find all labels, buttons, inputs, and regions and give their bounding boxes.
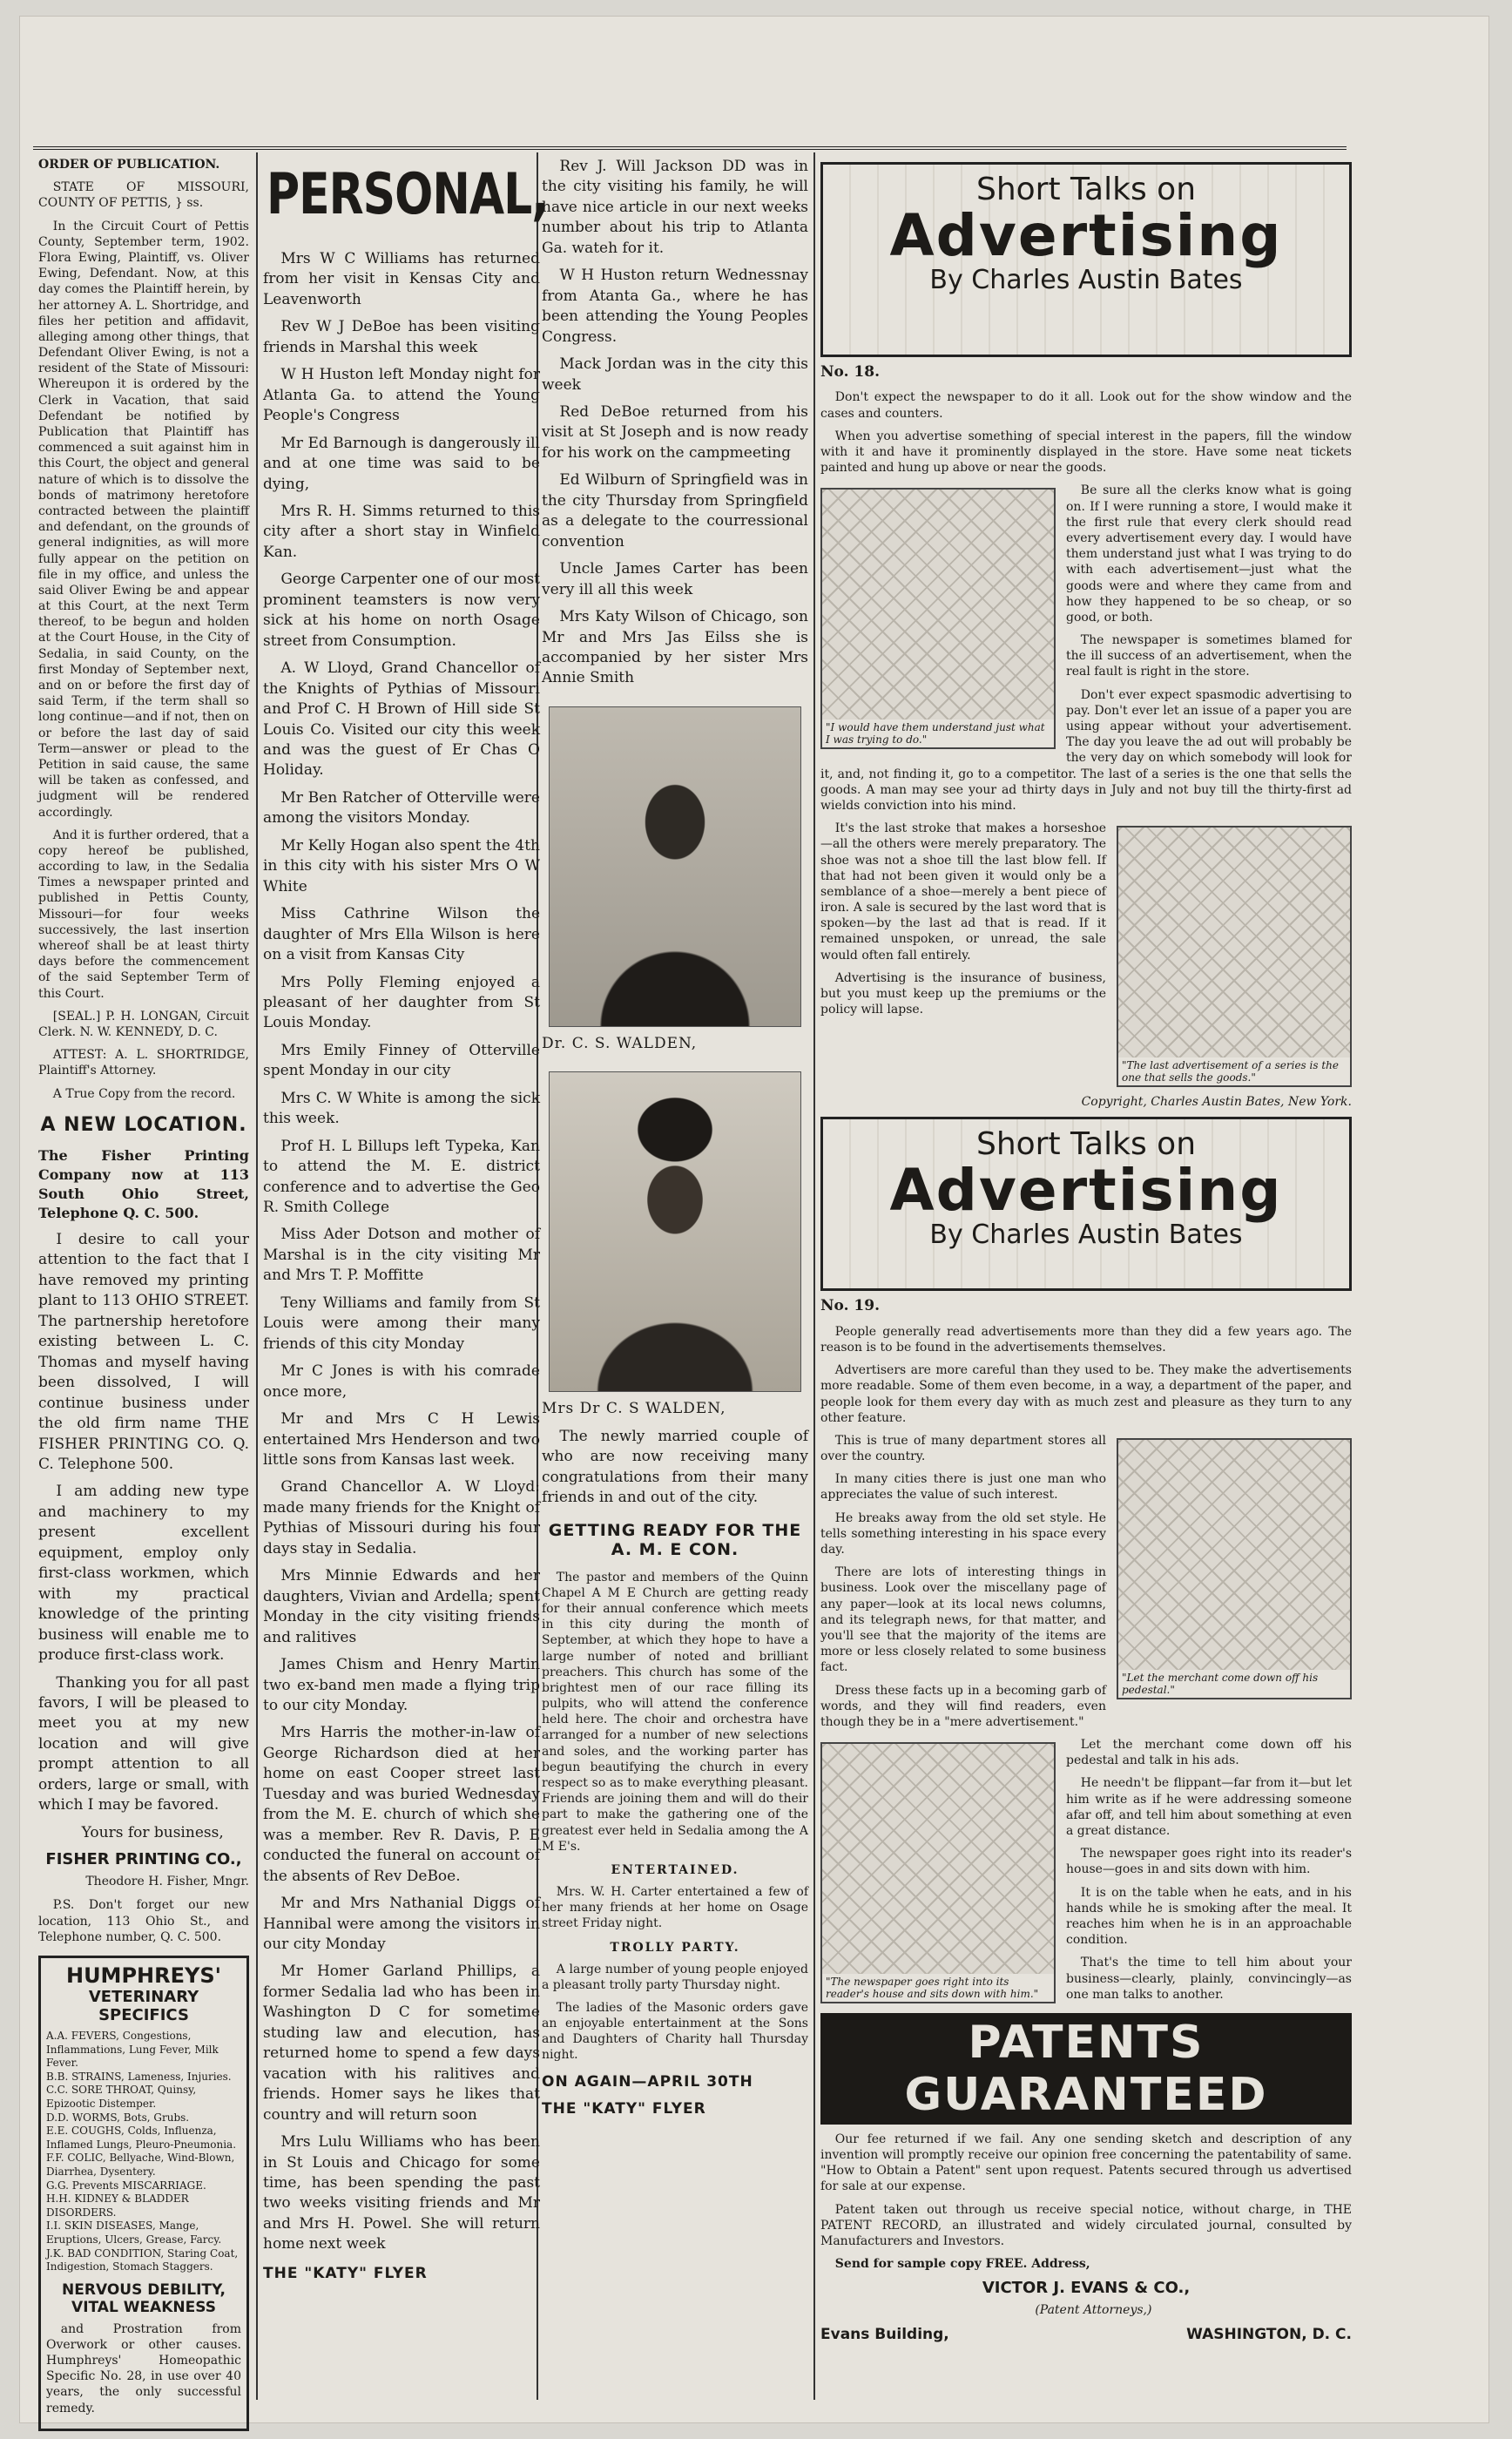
advertising-banner-19 <box>820 1117 1352 1291</box>
patents-send: Send for sample copy FREE. Address, <box>834 2257 1090 2272</box>
list-item: B.B. STRAINS, Lameness, Injuries. <box>46 2070 232 2083</box>
trolly-body: A large number of young people enjoyed a pleasant trolly party Thursday night. <box>542 1962 808 1992</box>
humphreys-title: HUMPHREYS' <box>65 1963 222 1989</box>
nervous-body: and Prostration from Overwork or other causes. Humphreys' Homeopathic Specific No. 28, in use over 40 years, the only successful remedy. <box>46 2321 241 2415</box>
personal-item: A. W Lloyd, Grand Chancellor of the Knights of Pythias of Missouri and Prof C. H Brown of Hill side St Louis Co. Visited our city this week and was the guest of Er Chas O Holiday. <box>263 659 540 780</box>
banner-line-2: Advertising <box>889 202 1283 269</box>
banner-line-3: By Charles Austin Bates <box>929 265 1243 295</box>
talk19-p: Advertisers are more careful than they used to be. They make the advertisements more readable. Some of them even become, in a way, a department of the paper, and people look for them every day with as much zest and pleasure as they turn to any other feature. <box>820 1363 1352 1425</box>
caption-dr-walden: Dr. C. S. WALDEN, <box>542 1034 698 1052</box>
firm-name: FISHER PRINTING CO., <box>45 1850 242 1869</box>
merchant-illustration <box>1117 1438 1352 1699</box>
personal-item: Mrs Emily Finney of Otterville spent Monday in our city <box>263 1041 540 1080</box>
personal-item: Teny Williams and family from St Louis were among their many friends of this city Monday <box>263 1294 540 1353</box>
personal-item: Mrs Harris the mother-in-law of George Richardson died at her home on east Cooper street last Tuesday and was buried Wednesday from the M. E. church of which she was a member. Rev R. Davis, P. E conducted the funeral on account of the absents of Rev DeBoe. <box>263 1724 540 1885</box>
personal-item: Mrs Lulu Williams who has been in St Louis and Chicago for some time, has been spending the past two weeks visiting friends and Mr and Mrs H. Powel. She will return home next week <box>263 2133 540 2253</box>
new-location-p1: I desire to call your attention to the fact that I have removed my printing plant to 113 OHIO STREET. The partnership heretofore existing between L. C. Thomas and myself having been dissolved, I will continue business under the old firm name THE FISHER PRINTING CO. Q. C. Telephone 500. <box>38 1231 249 1473</box>
illustration-caption: "I would have them understand just what I was trying to do." <box>822 720 1054 747</box>
column-2 <box>263 157 548 2395</box>
list-item: D.D. WORMS, Bots, Grubs. <box>46 2111 190 2124</box>
humphreys-sub: VETERINARY SPECIFICS <box>88 1988 199 2025</box>
order-heading: ORDER OF PUBLICATION. <box>38 158 220 172</box>
katy-ad-line-2: THE "KATY" FLYER <box>542 2100 706 2118</box>
personal-item: Miss Cathrine Wilson the daughter of Mrs Ella Wilson is here on a visit from Kansas City <box>263 905 540 964</box>
list-item: A.A. FEVERS, Congestions, Inflammations, Lung Fever, Milk Fever. <box>46 2030 219 2070</box>
new-location-p2: I am adding new type and machinery to my present excellent equipment, employ only first-class workmen, which with my practical knowledge of the printing business will enable me to produce first-class work. <box>38 1483 249 1665</box>
portrait-dr-walden <box>549 706 801 1027</box>
personal-heading: PERSONAL, <box>267 162 548 227</box>
getting-ready-body: The pastor and members of the Quinn Chapel A M E Church are getting ready for their annual conference which meets in this city during the month of September, at which they hope to have a large number of noted and brilliant preachers. This church has some of the brightest men of our race filling its pulpits, who will attend the conference held here. The choir and orchestra have arranged for a number of new selections and soles, and the working parter has begun beautifying the church in every respect so as to make everything pleasant. Friends are joining them and will do their part to make the gathering one of the greatest ever held in Sedalia among the A M E's. <box>542 1570 808 1854</box>
address-right: WASHINGTON, D. C. <box>1186 2325 1352 2343</box>
entertained-heading: ENTERTAINED. <box>611 1862 739 1877</box>
list-item: E.E. COUGHS, Colds, Influenza, Inflamed Lungs, Pleuro-Pneumonia. <box>46 2125 237 2151</box>
shopper-illustration <box>1117 826 1352 1087</box>
order-attest: ATTEST: A. L. SHORTRIDGE, Plaintiff's Attorney. <box>38 1048 249 1078</box>
personal-item: Prof H. L Billups left Typeka, Kan to attend the M. E. district conference and to advertise the Geo R. Smith College <box>263 1137 540 1217</box>
katy-flyer-ad: THE "KATY" FLYER <box>263 2264 428 2282</box>
personal-item: James Chism and Henry Martin two ex-band men made a flying trip to our city Monday. <box>263 1656 540 1714</box>
firm-manager: Theodore H. Fisher, Mngr. <box>85 1875 249 1889</box>
talk18-p: Don't ever expect spasmodic advertising to pay. Don't ever let an issue of a paper you are using appear without your advertisement. The day you leave the ad out will probably be the very day on which somebody will look for it, and, not finding it, go to a competitor. The last of a series is the one that sells the goods. A man may see your ad thirty days in July and not buy till the thirty-first ad wields conviction into his mind. <box>820 687 1352 813</box>
personal-item: Uncle James Carter has been very ill all this week <box>542 560 808 598</box>
entertained-body: Mrs. W. H. Carter entertained a few of her many friends at her home on Osage street Friday night. <box>542 1884 808 1931</box>
portrait-mrs-walden <box>549 1071 801 1392</box>
getting-ready-heading: GETTING READY FOR THE A. M. E CON. <box>548 1520 802 1559</box>
personal-item: Mr Ben Ratcher of Otterville were among the visitors Monday. <box>263 788 540 828</box>
yours: Yours for business, <box>81 1823 224 1841</box>
personal-item: Mack Jordan was in the city this week <box>542 355 808 394</box>
personal-item: Grand Chancellor A. W Lloyd: made many friends for the Knight of Pythias of Missouri during his four days stay in Sedalia. <box>263 1478 540 1557</box>
patents-firm: VICTOR J. EVANS & CO., <box>982 2279 1191 2298</box>
patents-body-2: Patent taken out through us receive special notice, without charge, in THE PATENT RECORD, an illustrated and widely circulated journal, consulted by Manufacturers and Investors. <box>820 2202 1352 2249</box>
personal-item: Mr and Mrs C H Lewis entertained Mrs Henderson and two little sons from Kansas last week. <box>263 1410 540 1469</box>
copyright: Copyright, Charles Austin Bates, New York. <box>1081 1095 1352 1110</box>
talk19-p: That's the time to tell him about your business—clearly, plainly, convincingly—as one man talks to another. <box>1066 1956 1352 2002</box>
talk18-p: When you advertise something of special interest in the papers, fill the window with it and have it prominently displayed in the store. Have some neat tickets painted and hung up above or near the goods. <box>820 429 1352 476</box>
list-item: J.K. BAD CONDITION, Staring Coat, Indigestion, Stomach Staggers. <box>46 2246 239 2273</box>
address-left: Evans Building, <box>820 2325 949 2343</box>
list-item: H.H. KIDNEY & BLADDER DISORDERS. <box>46 2192 189 2219</box>
list-item: G.G. Prevents MISCARRIAGE. <box>46 2179 206 2192</box>
talk19-p: It is on the table when he eats, and in his hands while he is smoking after the meal. It reaches him when he is in an approachable condition. <box>1066 1885 1352 1948</box>
talk19-p: The newspaper goes right into its reader's house—goes in and sits down with him. <box>1066 1847 1352 1877</box>
talk18-p: The newspaper is sometimes blamed for the ill success of an advertisement, when the real fault is right in the store. <box>1066 633 1352 679</box>
nervous-heading: NERVOUS DEBILITY, VITAL WEAKNESS <box>62 2280 226 2316</box>
personal-item: Mr and Mrs Nathanial Diggs of Hannibal were among the visitors in our city Monday <box>263 1895 540 1953</box>
list-item: I.I. SKIN DISEASES, Mange, Eruptions, Ulcers, Grease, Farcy. <box>46 2219 222 2246</box>
talk19-p: Let the merchant come down off his pedestal and talk in his ads. <box>1066 1738 1352 1768</box>
order-body-2: And it is further ordered, that a copy hereof be published, according to law, in the Sedalia Times a newspaper printed and published in Pettis County, Missouri—for four weeks successively, the last insertion whereof shall be at least thirty days before the commencement of the said September Term of this Court. <box>38 828 249 1001</box>
list-item: C.C. SORE THROAT, Quinsy, Epizootic Distemper. <box>46 2084 197 2110</box>
advertising-banner-18 <box>820 162 1352 357</box>
trolly-heading: TROLLY PARTY. <box>610 1940 740 1955</box>
banner-line-1: Short Talks on <box>975 1126 1197 1163</box>
illustration-caption: "The newspaper goes right into its reader's house and sits down with him." <box>822 1974 1054 2002</box>
list-item: F.F. COLIC, Bellyache, Wind-Blown, Diarrhea, Dysentery. <box>46 2152 235 2178</box>
column-divider <box>256 152 258 2400</box>
banner-line-3: By Charles Austin Bates <box>929 1220 1243 1251</box>
personal-item: Mrs Polly Fleming enjoyed a pleasant of her daughter from St Louis Monday. <box>263 973 540 1032</box>
talk18-p: Advertising is the insurance of business, but you must keep up the premiums or the policy will lapse. <box>820 970 1106 1017</box>
talk19-p: People generally read advertisements more than they did a few years ago. The reason is to be found in the advertisements themselves. <box>820 1324 1352 1355</box>
personal-item: W H Huston return Wednessnay from Atanta Ga., where he has been attending the Young Peoples Congress. <box>542 267 808 346</box>
personal-item: Ed Wilburn of Springfield was in the city Thursday from Springfield as a delegate to the courressional convention <box>542 471 808 551</box>
talk-number-19: No. 19. <box>820 1297 880 1315</box>
humphreys-list <box>46 2030 241 2274</box>
banner-line-2: Advertising <box>889 1157 1283 1225</box>
column-4 <box>820 157 1352 2395</box>
talk19-p: He breaks away from the old set style. He tells something interesting in his space every day. <box>820 1510 1106 1557</box>
talk19-p: Dress these facts up in a becoming garb of words, and they will find readers, even though they be in a "mere advertisement." <box>820 1683 1106 1729</box>
personal-item: Mrs C. W White is among the sick this week. <box>263 1089 540 1128</box>
humphreys-ad <box>38 1956 249 2431</box>
talk19-p: There are lots of interesting things in business. Look over the miscellany page of any paper—look at its local news columns, and its telegraph news, for that matter, and you'll see that the majority of the items are more or less closely related to some business fact. <box>820 1565 1106 1675</box>
talk19-p: In many cities there is just one man who appreciates the value of such interest. <box>820 1472 1106 1503</box>
clerks-illustration <box>820 488 1056 749</box>
personal-item: Mrs R. H. Simms returned to this city after a short stay in Winfield Kan. <box>263 502 540 561</box>
personal-item: Miss Ader Dotson and mother of Marshal is in the city visiting Mr and Mrs T. P. Moffitte <box>263 1226 540 1285</box>
column-3 <box>542 157 808 2395</box>
patents-firm-sub: (Patent Attorneys,) <box>1035 2303 1152 2318</box>
katy-ad-line-1: ON AGAIN—APRIL 30TH <box>542 2072 753 2091</box>
talk19-p: He needn't be flippant—far from it—but let him write as if he were addressing someone afar off, and tell him about something at even a great distance. <box>1066 1776 1352 1839</box>
patents-body: Our fee returned if we fail. Any one sending sketch and description of any invention will promptly receive our opinion free concerning the patentability of same. "How to Obtain a Patent" sent upon request. Patents secured through us advertised for sale at our expense. <box>820 2132 1352 2194</box>
patents-banner: PATENTS GUARANTEED <box>820 2013 1352 2125</box>
caption-mrs-walden: Mrs Dr C. S WALDEN, <box>542 1400 726 1418</box>
personal-item: Mrs Katy Wilson of Chicago, son Mr and Mrs Jas Eilss she is accompanied by her sister Mrs Annie Smith <box>542 608 808 687</box>
personal-item: Mrs W C Williams has returned from her visit in Kensas City and Leavenworth <box>263 250 540 308</box>
new-location-sub: The Fisher Printing Company now at 113 South Ohio Street, Telephone Q. C. 500. <box>38 1146 249 1221</box>
personal-item: Rev J. Will Jackson DD was in the city visiting his family, he will have nice article in our next weeks number about his trip to Atlanta Ga. wateh for it. <box>542 158 808 257</box>
illustration-caption: "The last advertisement of a series is the one that sells the goods." <box>1118 1057 1350 1085</box>
illustration-caption: "Let the merchant come down off his pedestal." <box>1118 1670 1350 1698</box>
firm-ps: P.S. Don't forget our new location, 113 Ohio St., and Telephone number, Q. C. 500. <box>38 1898 249 1944</box>
patents-address <box>820 2326 1352 2343</box>
order-seal: [SEAL.] P. H. LONGAN, Circuit Clerk. N. W. KENNEDY, D. C. <box>38 1009 249 1039</box>
masonic-body: The ladies of the Masonic orders gave an enjoyable entertainment at the Sons and Daughters of Charity hall Thursday night. <box>542 2000 808 2063</box>
top-rule <box>33 146 1347 150</box>
banner-line-1: Short Talks on <box>975 172 1197 207</box>
talk-number-18: No. 18. <box>820 363 880 381</box>
personal-item: George Carpenter one of our most prominent teamsters is now very sick at his home on north Osage street from Consumption. <box>263 571 540 650</box>
personal-item: Rev W J DeBoe has been visiting friends in Marshal this week <box>263 318 540 356</box>
talk19-p: This is true of many department stores all over the country. <box>820 1433 1106 1464</box>
personal-item: W H Huston left Monday night for Atlanta Ga. to attend the Young People's Congress <box>263 366 540 425</box>
personal-item: Mr Ed Barnough is dangerously ill and at one time was said to be dying, <box>263 434 540 493</box>
personal-item: Mr Kelly Hogan also spent the 4th in this city with his sister Mrs O W White <box>263 836 540 895</box>
order-state: STATE OF MISSOURI, COUNTY OF PETTIS, } ss. <box>38 180 249 211</box>
talk18-p: Don't expect the newspaper to do it all. Look out for the show window and the cases and counters. <box>820 390 1352 421</box>
column-divider <box>813 152 815 2400</box>
talk18-p: It's the last stroke that makes a horseshoe—all the others were merely preparatory. The shoe was not a shoe till the last blow fell. If that had not been given it would only be a semblance of a shoe—merely a bent piece of iron. A sale is secured by the last word that is spoken—by the last ad that is read. If it remained unspoken, or unread, the sale would often fall entirely. <box>820 821 1106 963</box>
new-location-heading: A NEW LOCATION. <box>40 1113 247 1136</box>
personal-item: Mr Homer Garland Phillips, a former Sedalia lad who has been in Washington D C for sometime studing law and elecution, has returned home to spend a few days vacation with his ralitives and friends. Homer says he likes that country and will return soon <box>263 1963 540 2124</box>
order-body: In the Circuit Court of Pettis County, September term, 1902. Flora Ewing, Plaintiff, vs. Oliver Ewing, Defendant. Now, at this day comes the Plaintiff herein, by her attorney A. L. Shortridge, and files her petition and affidavit, alleging among other things, that Defendant Oliver Ewing, is not a resident of the State of Missouri: Whereupon it is ordered by the Clerk in Vacation, that said Defendant be notified by Publication that Plaintiff has commenced a suit against him in this Court, the object and general nature of which is to dissolve the bonds of matrimony heretofore contracted between the plaintiff and defendant, on the grounds of general indignities, as will more fully appear on the petition on file in my office, and unless the said Oliver Ewing be and appear at this Court, at the next Term thereof, to be begun and holden at the Court House, in the City of Sedalia, in said County, on the first Monday of September next, and on or before the first day of said Term, if the term shall so long continue—and if not, then on or before the last day of said Term—answer or plead to the Petition in said cause, the same will be taken as confessed, and judgment will be rendered accordingly. <box>38 219 249 820</box>
newspaper-reader-illustration <box>820 1742 1056 2003</box>
personal-item: Mrs Minnie Edwards and her daughters, Vivian and Ardella; spent Monday in the city visiting friends and ralitives <box>263 1567 540 1646</box>
new-location-p3: Thanking you for all past favors, I will be pleased to meet you at my new location and will give prompt attention to all orders, large or small, with which I may be favored. <box>38 1673 249 1814</box>
personal-item: Red DeBoe returned from his visit at St Joseph and is now ready for his work on the campmeeting <box>542 402 808 462</box>
walden-body: The newly married couple of who are now receiving many congratulations from their many friends in and out of the city. <box>542 1427 808 1507</box>
column-1 <box>38 157 249 2415</box>
talk18-p: Be sure all the clerks know what is going on. If I were running a store, I would make it the first rule that every clerk should read every advertisement every day. I would have them understand just what I was trying to do with each advertisement—just what the goods were and where they came from and how they happened to be so cheap, or so good, or both. <box>1066 483 1352 625</box>
personal-item: Mr C Jones is with his comrade once more, <box>263 1362 540 1401</box>
order-true-copy: A True Copy from the record. <box>52 1086 236 1101</box>
